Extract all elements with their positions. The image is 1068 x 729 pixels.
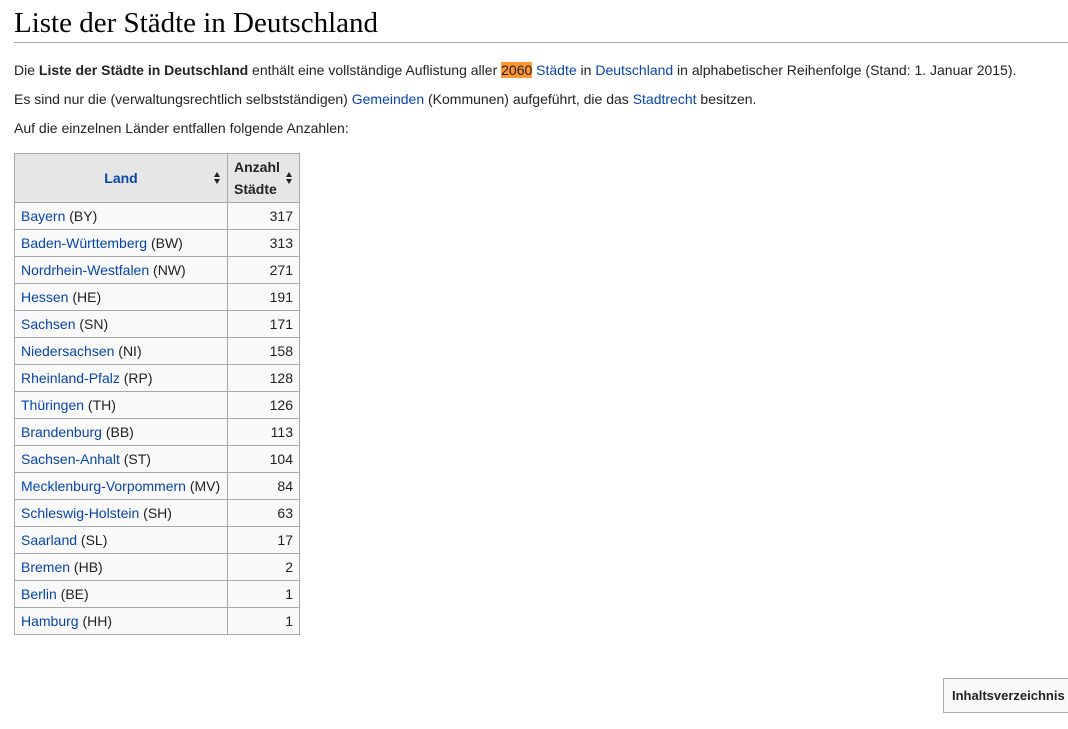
city-count-cell: 191	[228, 284, 300, 311]
state-cell	[15, 230, 228, 257]
state-cell	[15, 203, 228, 230]
city-count-cell: 317	[228, 203, 300, 230]
table-row	[15, 419, 300, 446]
state-link[interactable]: Bremen	[21, 559, 71, 575]
header-anzahl-label-line2: Städte	[234, 181, 277, 197]
intro-paragraph	[14, 60, 1016, 80]
table-row	[15, 230, 300, 257]
sort-icon[interactable]	[214, 172, 221, 184]
table-header-row	[15, 154, 300, 203]
scope-text-1: Es sind nur die (verwaltungsrechtlich selbstständigen)	[14, 91, 352, 107]
table-row	[15, 257, 300, 284]
table-row	[15, 608, 300, 635]
city-count-cell: 313	[228, 230, 300, 257]
city-count-cell: 84	[228, 473, 300, 500]
page-title: Liste der Städte in Deutschland	[14, 7, 379, 39]
state-cell	[15, 500, 228, 527]
state-code: (RP)	[119, 370, 153, 386]
state-cell	[15, 527, 228, 554]
state-cell	[15, 284, 228, 311]
intro-text-3: in alphabetischer Reihenfolge (Stand: 1. Januar 2015).	[673, 62, 1017, 78]
state-code: (SH)	[139, 505, 172, 521]
scope-paragraph	[14, 89, 756, 109]
state-code: (ST)	[119, 451, 151, 467]
state-link[interactable]: Rheinland-Pfalz	[21, 370, 120, 386]
state-code: (TH)	[84, 397, 116, 413]
city-count-cell: 63	[228, 500, 300, 527]
table-row	[15, 338, 300, 365]
state-code: (BW)	[147, 235, 183, 251]
state-link[interactable]: Brandenburg	[21, 424, 102, 440]
search-highlight-count: 2060	[501, 62, 533, 78]
state-link[interactable]: Bayern	[21, 208, 66, 224]
state-code: (BY)	[65, 208, 98, 224]
state-cell	[15, 608, 228, 635]
state-cell	[15, 365, 228, 392]
table-row	[15, 311, 300, 338]
toc-label: Inhaltsverzeichnis	[952, 688, 1065, 703]
link-gemeinden[interactable]: Gemeinden	[351, 91, 425, 107]
state-code: (SL)	[77, 532, 108, 548]
state-code: (BE)	[56, 586, 89, 602]
link-staedte[interactable]: Städte	[536, 62, 577, 78]
state-cell	[15, 392, 228, 419]
table-row	[15, 392, 300, 419]
table-row	[15, 527, 300, 554]
table-body	[15, 203, 300, 635]
state-cell	[15, 311, 228, 338]
state-link[interactable]: Saarland	[21, 532, 78, 548]
city-count-cell: 128	[228, 365, 300, 392]
table-row	[15, 446, 300, 473]
sort-header-land[interactable]	[15, 154, 228, 203]
state-code: (MV)	[185, 478, 221, 494]
state-code: (BB)	[101, 424, 134, 440]
link-stadtrecht[interactable]: Stadtrecht	[632, 91, 697, 107]
city-count-cell: 171	[228, 311, 300, 338]
city-count-cell: 2	[228, 554, 300, 581]
state-cell	[15, 554, 228, 581]
state-code: (HH)	[78, 613, 113, 629]
intro-prefix: Die	[14, 62, 39, 78]
title-divider	[14, 42, 1068, 43]
state-cell	[15, 473, 228, 500]
state-code: (HB)	[70, 559, 103, 575]
intro-text-2: in	[576, 62, 596, 78]
city-count-cell: 158	[228, 338, 300, 365]
city-count-cell: 1	[228, 581, 300, 608]
header-anzahl-label-line1: Anzahl	[234, 159, 280, 175]
state-link[interactable]: Hamburg	[21, 613, 79, 629]
intro-bold-title: Liste der Städte in Deutschland	[38, 62, 249, 78]
state-link[interactable]: Hessen	[21, 289, 69, 305]
table-intro-paragraph: Auf die einzelnen Länder entfallen folgende Anzahlen:	[14, 120, 349, 136]
city-count-cell: 271	[228, 257, 300, 284]
table-row	[15, 500, 300, 527]
link-deutschland[interactable]: Deutschland	[595, 62, 674, 78]
state-code: (NW)	[149, 262, 186, 278]
city-count-cell: 104	[228, 446, 300, 473]
state-cell	[15, 446, 228, 473]
table-row	[15, 365, 300, 392]
state-link[interactable]: Sachsen-Anhalt	[21, 451, 120, 467]
state-link[interactable]: Sachsen	[21, 316, 76, 332]
city-count-cell: 17	[228, 527, 300, 554]
city-count-cell: 126	[228, 392, 300, 419]
city-count-cell: 113	[228, 419, 300, 446]
state-cell	[15, 338, 228, 365]
states-table	[14, 153, 300, 635]
state-link[interactable]: Nordrhein-Westfalen	[21, 262, 150, 278]
scope-text-3: besitzen.	[696, 91, 757, 107]
header-land-label: Land	[104, 170, 138, 186]
table-row	[15, 473, 300, 500]
city-count-cell: 1	[228, 608, 300, 635]
scope-text-2: (Kommunen) aufgeführt, die das	[424, 91, 633, 107]
state-link[interactable]: Niedersachsen	[21, 343, 115, 359]
state-cell	[15, 581, 228, 608]
sort-header-anzahl[interactable]	[228, 154, 300, 203]
state-link[interactable]: Mecklenburg-Vorpommern	[21, 478, 186, 494]
table-row	[15, 554, 300, 581]
toc-toggle[interactable]	[943, 678, 1068, 713]
state-link[interactable]: Berlin	[21, 586, 57, 602]
state-cell	[15, 257, 228, 284]
table-row	[15, 284, 300, 311]
state-code: (SN)	[75, 316, 109, 332]
state-code: (NI)	[114, 343, 142, 359]
intro-text-1: enthält eine vollständige Auflistung aller	[248, 62, 502, 78]
table-row	[15, 203, 300, 230]
state-link[interactable]: Schleswig-Holstein	[21, 505, 140, 521]
state-cell	[15, 419, 228, 446]
table-row	[15, 581, 300, 608]
state-code: (HE)	[68, 289, 102, 305]
sort-icon[interactable]	[286, 172, 293, 184]
state-link[interactable]: Baden-Württemberg	[21, 235, 148, 251]
state-link[interactable]: Thüringen	[21, 397, 85, 413]
